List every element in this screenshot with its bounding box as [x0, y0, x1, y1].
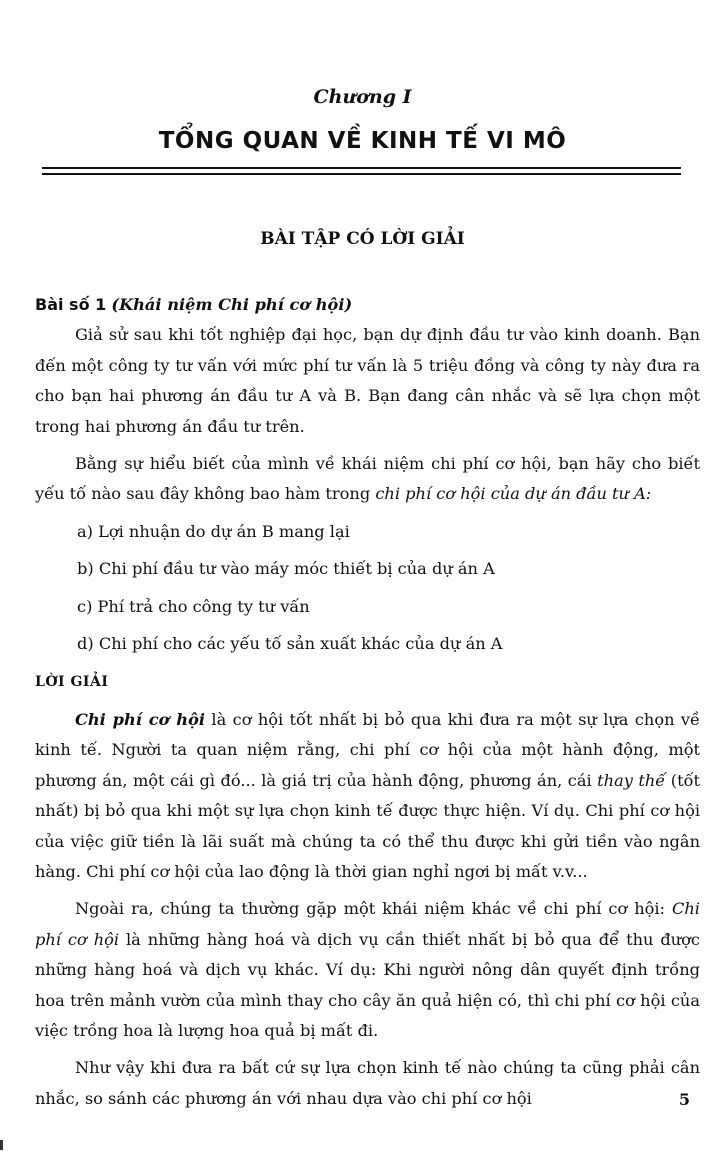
scan-edge-mark: [0, 1140, 3, 1150]
solution-p2-italic: Chi phí cơ hội: [35, 899, 700, 949]
section-heading: BÀI TẬP CÓ LỜI GIẢI: [260, 229, 465, 249]
solution-term: Chi phí cơ hội: [75, 709, 206, 729]
solution-p1-text-b: (tốt nhất) bị bỏ qua khi một sự lựa chọn kinh tế được thực hiện. Ví dụ. Chi phí cơ hội của việc giữ tiền là lãi suất mà chúng ta có thể thu được khi gửi tiền vào ngân hàng. Chi phí cơ hội của lao động là thời gian nghỉ ngơi bị mất v.v...: [35, 770, 701, 881]
title-divider-top: [42, 167, 681, 169]
page-number: 5: [678, 1090, 690, 1109]
question-text: Bằng sự hiểu biết của mình về khái niệm chi phí cơ hội, bạn hãy cho biết yếu tố nào sau đây không bao hàm trong: [35, 454, 700, 504]
option-a: a) Lợi nhuận do dự án B mang lại: [77, 521, 350, 541]
body-text: [35, 290, 700, 1114]
solution-p1-italic: thay thế: [597, 770, 666, 790]
option-b: b) Chi phí đầu tư vào máy móc thiết bị của dự án A: [77, 559, 495, 579]
solution-paragraph-3: Như vậy khi đưa ra bất cứ sự lựa chọn kinh tế nào chúng ta cũng phải cân nhắc, so sánh các phương án với nhau dựa vào chi phí cơ hội: [35, 1058, 700, 1108]
exercise-heading: [35, 290, 700, 320]
solution-paragraph-2: [35, 894, 700, 1046]
solution-heading: LỜI GIẢI: [35, 674, 109, 691]
solution-p1-text-a: là cơ hội tốt nhất bị bỏ qua khi đưa ra một sự lựa chọn về kinh tế. Người ta quan niệm rằng, chi phí cơ hội của một hành động, một phương án, một cái gì đó... là giá trị của hành động, phương án, cái: [35, 709, 700, 790]
exercise-title: Bài số 1: [35, 295, 107, 314]
title-divider-bottom: [42, 173, 681, 175]
option-d: d) Chi phí cho các yếu tố sản xuất khác của dự án A: [77, 634, 503, 654]
solution-p2-text-b: là những hàng hoá và dịch vụ cần thiết nhất bị bỏ qua để thu được những hàng hoá và dịch vụ khác. Ví dụ: Khi người nông dân quyết định trồng hoa trên mảnh vườn của mình thay cho cây ăn quả hiện có, thì chi phí cơ hội của việc trồng hoa là lượng hoa quả bị mất đi.: [35, 929, 700, 1040]
chapter-title: TỔNG QUAN VỀ KINH TẾ VI MÔ: [158, 128, 567, 154]
exercise-subtitle: (Khái niệm Chi phí cơ hội): [111, 295, 353, 314]
solution-p2-text-a: Ngoài ra, chúng ta thường gặp một khái niệm khác về chi phí cơ hội:: [75, 899, 672, 919]
exercise-question: [35, 449, 700, 510]
option-c: c) Phí trả cho công ty tư vấn: [77, 596, 310, 616]
solution-paragraph-1: [35, 705, 700, 887]
exercise-paragraph: Giả sử sau khi tốt nghiệp đại học, bạn dự định đầu tư vào kinh doanh. Bạn đến một công ty tư vấn với mức phí tư vấn là 5 triệu đồng và công ty này đưa ra cho bạn hai phương án đầu tư A và B. Bạn đang cân nhắc và sẽ lựa chọn một trong hai phương án đầu tư trên.: [35, 325, 700, 436]
chapter-label: Chương I: [313, 86, 412, 108]
question-emphasis: chi phí cơ hội của dự án đầu tư A:: [375, 484, 652, 504]
